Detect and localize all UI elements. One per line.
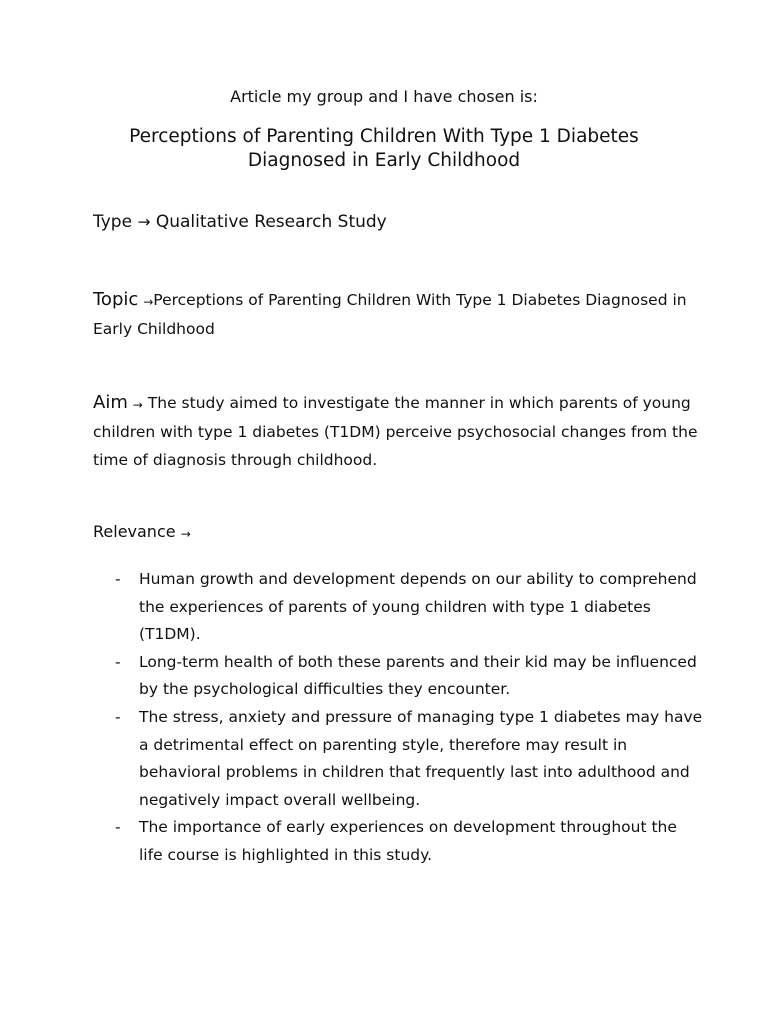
list-item [93, 814, 703, 869]
right-arrow-icon: → [180, 527, 191, 541]
right-arrow-icon: → [143, 295, 154, 309]
relevance-label: Relevance [93, 522, 176, 541]
right-arrow-icon: → [132, 398, 143, 412]
topic-value: Perceptions of Parenting Children With Type 1 Diabetes Diagnosed in Early Childhood [93, 291, 687, 338]
dash-bullet-icon: - [115, 570, 121, 588]
relevance-heading [93, 518, 703, 547]
aim-field [93, 389, 703, 474]
type-field [93, 208, 703, 236]
list-item-text: The importance of early experiences on development throughout the life course is highlighted in this study. [139, 818, 677, 864]
aim-value: The study aimed to investigate the manner in which parents of young children with type 1 diabetes (T1DM) perceive psychosocial changes from the time of diagnosis through childhood. [93, 394, 698, 469]
list-item-text: Long-term health of both these parents and their kid may be influenced by the psychological difficulties they encounter. [139, 652, 697, 699]
list-item-text: The stress, anxiety and pressure of managing type 1 diabetes may have a detrimental effect on parenting style, therefore may result in behavioral problems in children that frequently last into adulthood and negatively impact overall wellbeing. [139, 707, 703, 809]
topic-field [93, 286, 703, 343]
article-title-line-2: Diagnosed in Early Childhood [247, 150, 521, 171]
type-value: Qualitative Research Study [155, 212, 387, 232]
dash-bullet-icon: - [115, 818, 121, 837]
article-title [0, 125, 768, 173]
intro-text: Article my group and I have chosen is: [230, 87, 538, 106]
topic-label: Topic [93, 289, 139, 310]
aim-label: Aim [93, 392, 128, 413]
list-item-text: Human growth and development depends on our ability to comprehend the experiences of parents of young children with type 1 diabetes (T1DM). [139, 570, 697, 644]
article-title-line-1: Perceptions of Parenting Children With Type 1 Diabetes [129, 126, 639, 147]
dash-bullet-icon: - [115, 707, 121, 726]
relevance-list [93, 566, 703, 870]
list-item [93, 649, 703, 704]
right-arrow-icon: → [137, 213, 151, 231]
dash-bullet-icon: - [115, 652, 121, 671]
list-item [93, 566, 703, 649]
type-label: Type [93, 212, 133, 232]
list-item [93, 704, 703, 814]
